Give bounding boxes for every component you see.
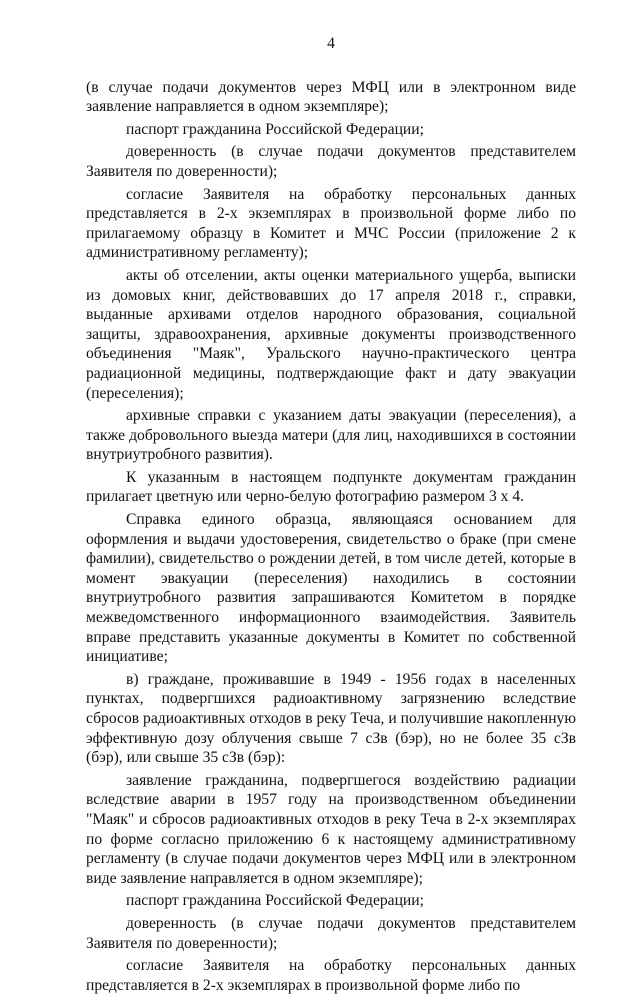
paragraph: заявление гражданина, подвергшегося воздействию радиации вследствие аварии в 1957 году на производственном объединении "Маяк" и сбросов радиоактивных отходов в реку Теча в 2-х экземплярах по форме согласно приложению 6 к настоящему административному регламенту (в случае подачи документов через МФЦ или в электронном виде заявление направляется в одном экземпляре); bbox=[86, 771, 576, 887]
paragraph: К указанным в настоящем подпункте документам гражданин прилагает цветную или черно-белую фотографию размером 3 х 4. bbox=[86, 468, 576, 506]
paragraph: паспорт гражданина Российской Федерации; bbox=[126, 120, 424, 138]
document-body bbox=[86, 78, 576, 996]
paragraph: акты об отселении, акты оценки материального ущерба, выписки из домовых книг, действовавших до 17 апреля 2018 г., справки, выданные архивами отделов народного образования, социальной защиты, здравоохранения, архивные документы производственного объединения "Маяк", Уральского научно-практического центра радиационной медицины, подтверждающие факт и дату эвакуации (переселения); bbox=[86, 266, 576, 402]
page-number: 4 bbox=[327, 35, 335, 52]
paragraph: доверенность (в случае подачи документов представителем Заявителя по доверенности); bbox=[86, 914, 576, 952]
paragraph: согласие Заявителя на обработку персональных данных представляется в 2-х экземплярах в произвольной форме либо по прилагаемому образцу в Комитет и МЧС России (приложение 2 к административному регламенту); bbox=[86, 185, 576, 262]
paragraph: (в случае подачи документов через МФЦ или в электронном виде заявление направляется в одном экземпляре); bbox=[86, 78, 576, 116]
document-page bbox=[86, 34, 576, 998]
paragraph: согласие Заявителя на обработку персональных данных представляется в 2-х экземплярах в произвольной форме либо по bbox=[86, 957, 576, 994]
paragraph: архивные справки с указанием даты эвакуации (переселения), а также добровольного выезда матери (для лиц, находившихся в состоянии внутриутробного развития). bbox=[86, 407, 576, 464]
paragraph: доверенность (в случае подачи документов представителем Заявителя по доверенности); bbox=[86, 143, 576, 180]
paragraph: паспорт гражданина Российской Федерации; bbox=[126, 892, 424, 910]
paragraph: в) граждане, проживавшие в 1949 - 1956 годах в населенных пунктах, подвергшихся радиоактивному загрязнению вследствие сбросов радиоактивных отходов в реку Теча, и получившие накопленную эффективную дозу облучения свыше 7 сЗв (бэр), но не более 35 сЗв (бэр), или свыше 35 сЗв (бэр): bbox=[86, 670, 576, 767]
paragraph: Справка единого образца, являющаяся основанием для оформления и выдачи удостоверения, свидетельство о браке (при смене фамилии), свидетельство о рождении детей, в том числе детей, которые в момент эвакуации (переселения) находились в состоянии внутриутробного развития запрашиваются Комитетом в порядке межведомственного информационного взаимодействия. Заявитель вправе представить указанные документы в Комитет по собственной инициативе; bbox=[86, 511, 576, 666]
